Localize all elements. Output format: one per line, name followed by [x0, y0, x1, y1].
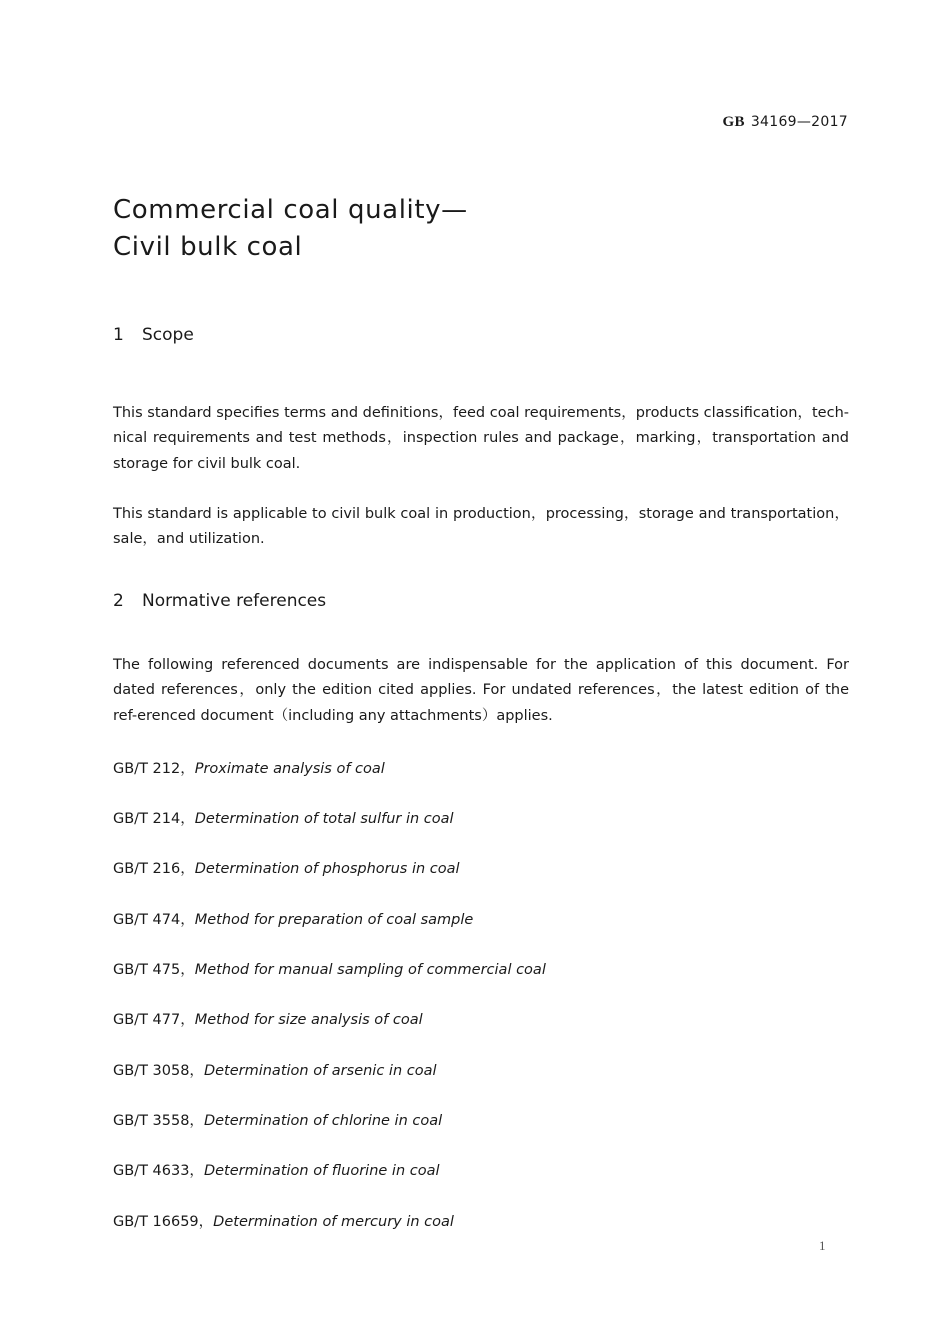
reference-title: Determination of total sulfur in coal	[194, 811, 454, 827]
reference-code: GB/T 214，	[113, 811, 195, 827]
reference-item	[113, 1059, 437, 1080]
section-title: Scope	[142, 325, 194, 345]
section-heading-normative-references	[113, 591, 326, 611]
reference-item	[113, 757, 385, 778]
reference-item	[113, 1210, 454, 1231]
section-heading-scope	[113, 325, 194, 345]
reference-item	[113, 1008, 423, 1029]
reference-code: GB/T 475，	[113, 962, 195, 978]
reference-code: GB/T 212，	[113, 761, 195, 777]
reference-item	[113, 857, 460, 878]
reference-title: Method for manual sampling of commercial coal	[194, 962, 546, 978]
normative-references-paragraph: The following referenced documents are indispensable for the application of this document. For dated references，only the edition cited applies. For undated references，the latest edition of the ref-erenced document（including any attachments）applies.	[113, 657, 849, 724]
reference-code: GB/T 4633，	[113, 1163, 204, 1179]
scope-paragraph: This standard specifies terms and definitions，feed coal requirements，products classification，tech-nical requirements and test methods，inspection rules and package，marking，transportation and storage for civil bulk coal.	[113, 405, 849, 472]
reference-title: Proximate analysis of coal	[194, 761, 385, 777]
title-line-2: Civil bulk coal	[113, 232, 303, 262]
standard-number-header	[723, 114, 848, 131]
reference-title: Determination of arsenic in coal	[203, 1063, 437, 1079]
reference-item	[113, 807, 454, 828]
page-number: 1	[819, 1238, 826, 1253]
reference-code: GB/T 216，	[113, 861, 195, 877]
reference-item	[113, 908, 473, 929]
title-line-1: Commercial coal quality—	[113, 195, 468, 225]
reference-code: GB/T 3558，	[113, 1113, 204, 1129]
reference-code: GB/T 3058，	[113, 1063, 204, 1079]
reference-title: Determination of mercury in coal	[213, 1214, 454, 1230]
standard-number: 34169—2017	[750, 114, 848, 130]
section-title: Normative references	[142, 591, 327, 611]
reference-code: GB/T 474，	[113, 912, 195, 928]
section-number: 2	[113, 591, 124, 611]
reference-code: GB/T 16659，	[113, 1214, 214, 1230]
document-title	[113, 192, 468, 266]
standard-prefix: GB	[722, 114, 745, 130]
section-number: 1	[113, 325, 124, 345]
scope-applicability-paragraph: This standard is applicable to civil bulk coal in production，processing，storage and transportation，sale，and utilization.	[113, 506, 849, 548]
reference-title: Determination of phosphorus in coal	[194, 861, 460, 877]
reference-item	[113, 1159, 440, 1180]
reference-item	[113, 1109, 442, 1130]
reference-item	[113, 958, 546, 979]
reference-code: GB/T 477，	[113, 1012, 195, 1028]
reference-title: Determination of fluorine in coal	[203, 1163, 440, 1179]
reference-title: Determination of chlorine in coal	[203, 1113, 443, 1129]
reference-title: Method for preparation of coal sample	[194, 912, 474, 928]
reference-title: Method for size analysis of coal	[194, 1012, 423, 1028]
